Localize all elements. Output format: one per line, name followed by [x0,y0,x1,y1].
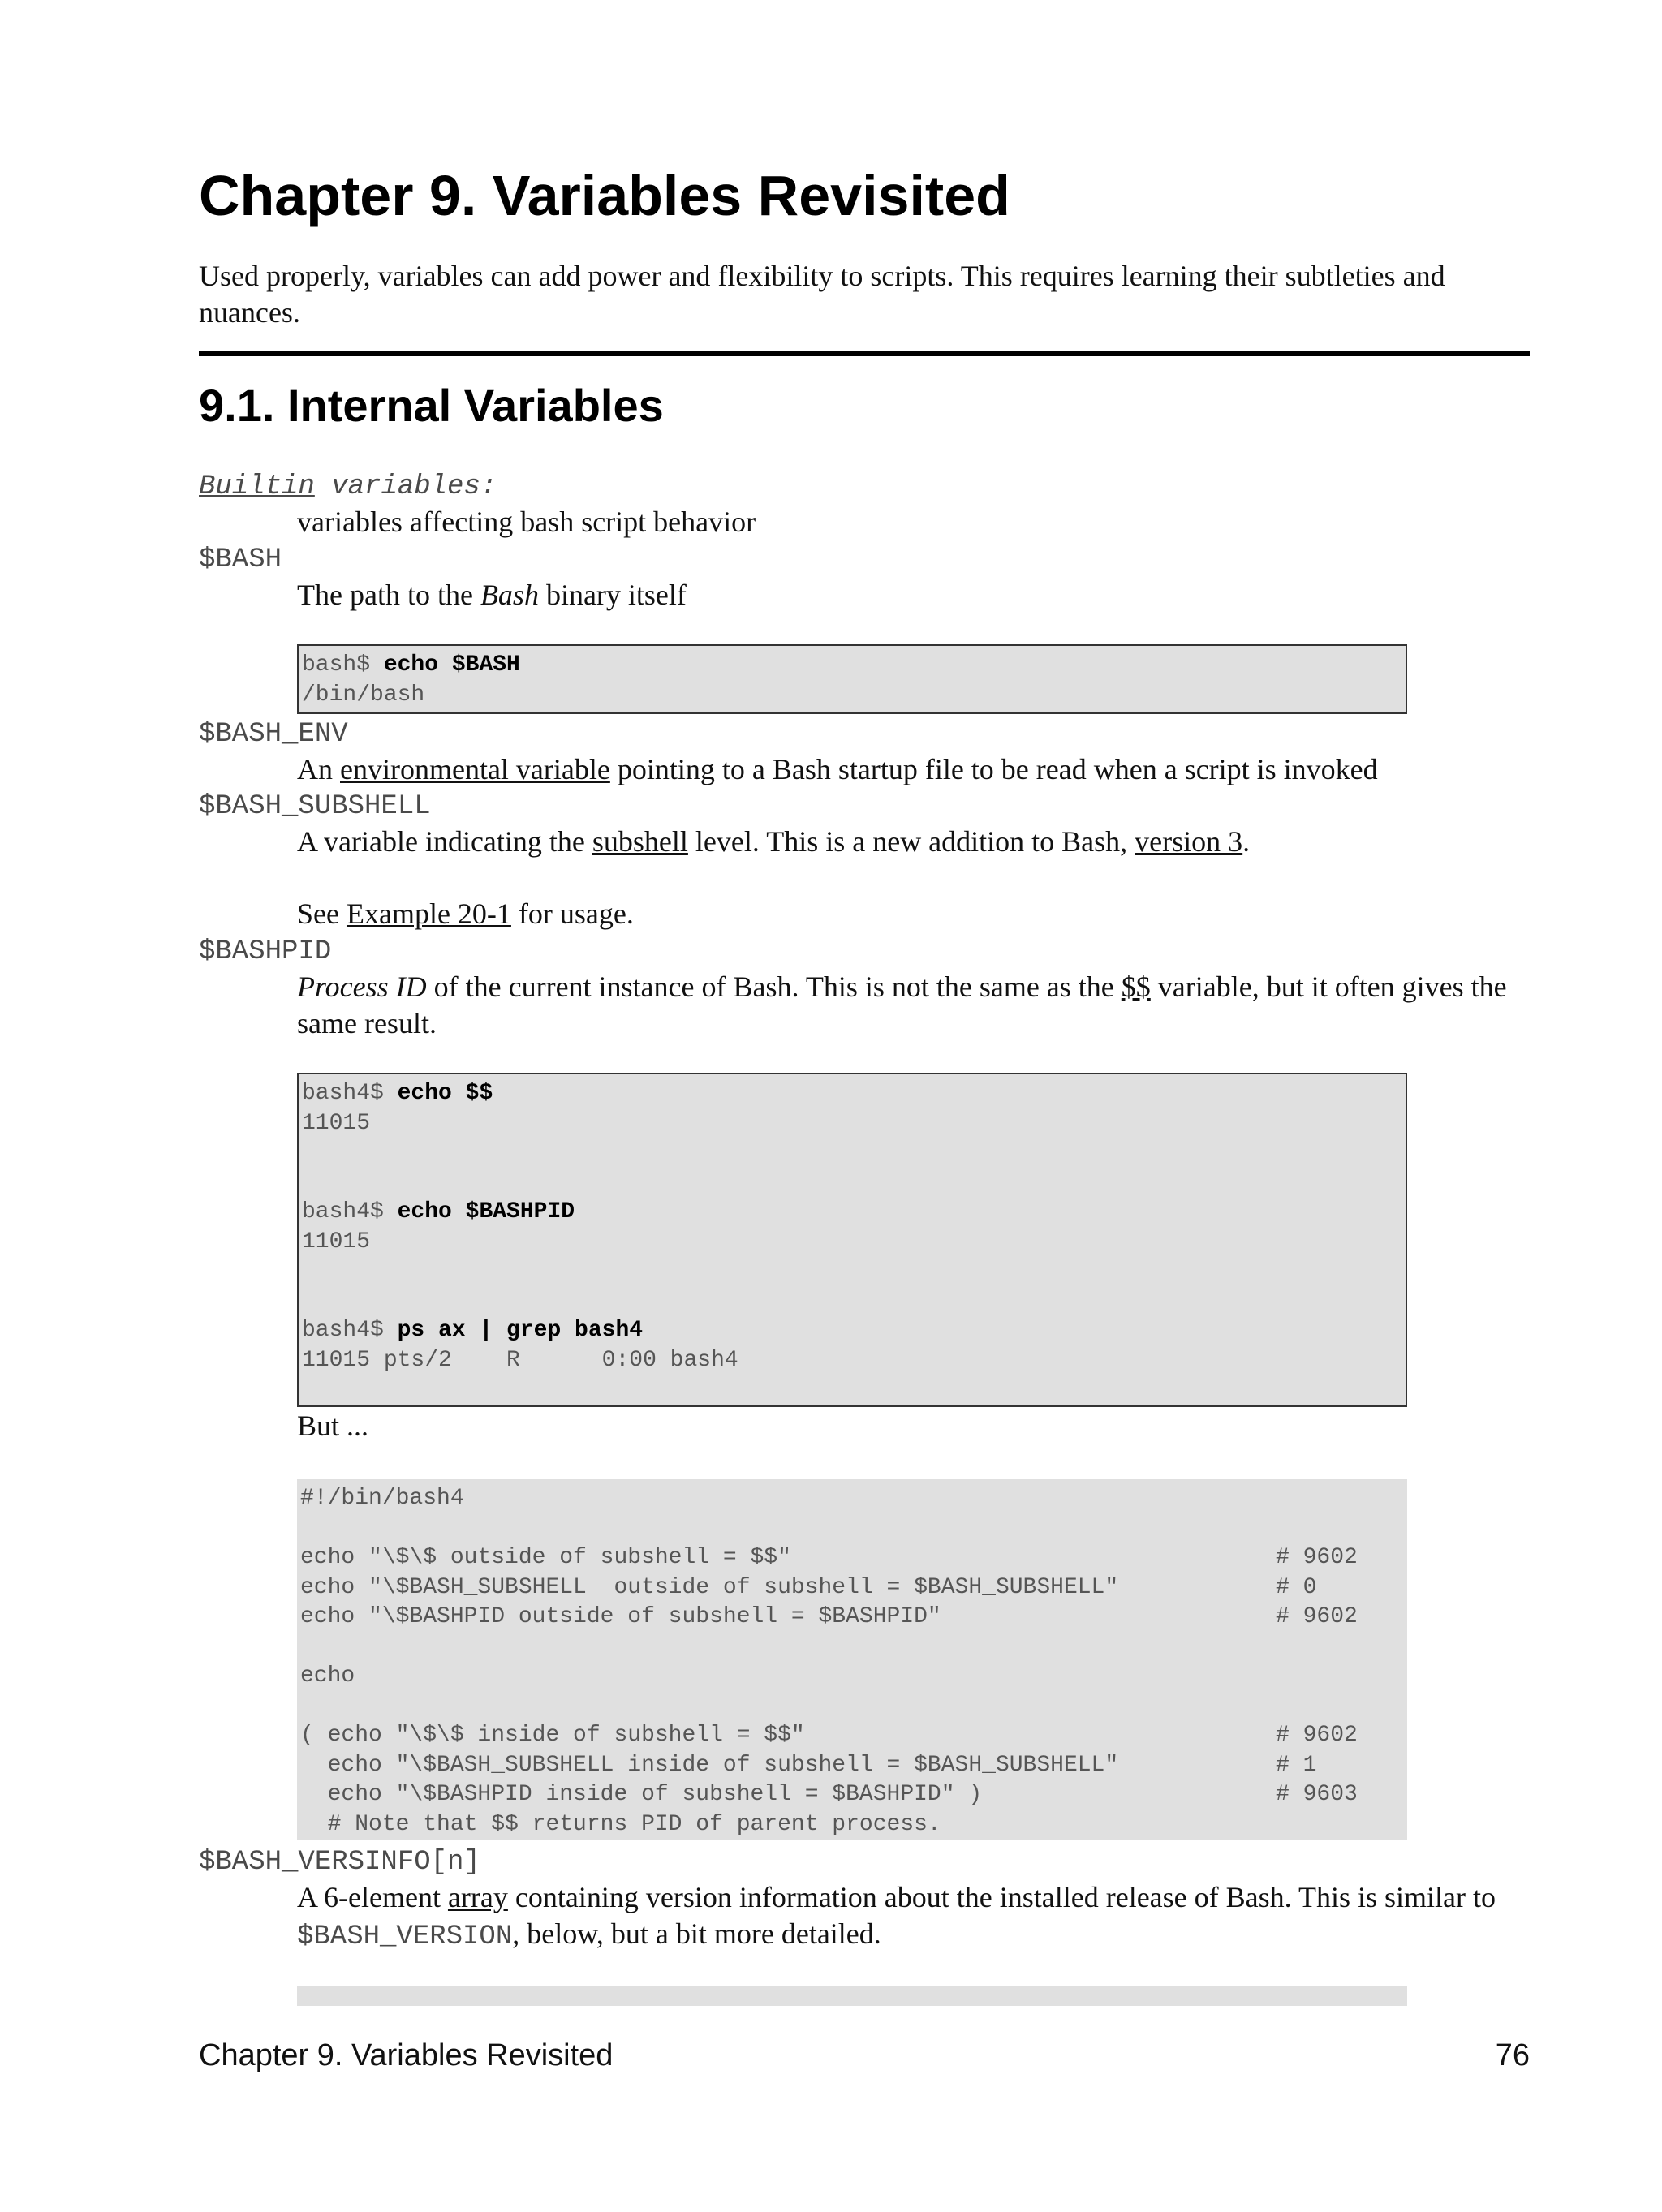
bashpid-desc-end: variable, but it often gives the same result. [297,970,1507,1039]
prompt: bash4$ [302,1199,398,1224]
chapter-intro: Used properly, variables can add power and flexibility to scripts. This requires learning their subtleties and nuances. [199,260,1445,329]
bash-version-code: $BASH_VERSION [297,1922,513,1952]
program-code: echo "\$BASHPID outside of subshell = $BASHPID" [300,1604,941,1629]
shebang-line: #!/bin/bash4 [300,1486,464,1511]
bash-subshell-description [297,824,1531,860]
program-comment: # 1 [1276,1752,1317,1778]
term-bash-subshell: $BASH_SUBSHELL [199,791,431,822]
program-line [300,1751,1404,1781]
command: echo $BASH [383,652,520,678]
program-code: echo "\$BASHPID inside of subshell = $BASHPID" ) [300,1782,983,1807]
bashpid-description [297,969,1531,1042]
section-divider [199,351,1530,356]
bash-subshell-see-also [297,896,1531,932]
footer-chapter-title: Chapter 9. Variables Revisited [199,2038,614,2072]
section-title: 9.1. Internal Variables [199,380,664,431]
program-line [300,1573,1404,1603]
program-comment: # 0 [1276,1574,1317,1600]
bash-env-desc-text-end: pointing to a Bash startup file to be read when a script is invoked [609,753,1378,785]
bash-versinfo-desc-mid: containing version information about the installed release of Bash. This is similar to [507,1881,1496,1913]
prompt: bash4$ [302,1318,398,1343]
program-comment: # 9602 [1276,1723,1358,1748]
term-builtin-variables [199,469,497,505]
but-text: But ... [297,1409,369,1442]
program-line [300,1543,1404,1573]
prompt: bash4$ [302,1081,398,1106]
bash-desc-emphasis: Bash [480,579,539,611]
program-line [300,1780,1404,1810]
bashpid-desc-text: of the current instance of Bash. This is not the same as the [426,970,1122,1003]
bash-subshell-desc-mid: level. This is a new addition to Bash, [687,825,1135,858]
program-code: echo "\$BASH_SUBSHELL outside of subshell = $BASH_SUBSHELL" [300,1574,1119,1600]
program-line [300,1810,1404,1840]
bash-versinfo-description [297,1879,1531,1956]
bash-subshell-desc-end: . [1242,825,1251,858]
page-footer [199,2035,1530,2076]
bash-env-desc-text: An [297,753,340,785]
program-comment: # 9603 [1276,1782,1358,1807]
see-text-end: for usage. [510,897,634,930]
chapter-title: Chapter 9. Variables Revisited [199,164,1010,227]
array-link[interactable]: array [447,1881,508,1913]
bash-description [297,577,1531,613]
command: ps ax | grep bash4 [397,1318,644,1343]
prompt: bash$ [302,652,384,678]
builtin-link[interactable]: Builtin [199,471,315,502]
program-line [300,1603,1404,1633]
dollar-dollar-link[interactable]: $$ [1121,970,1151,1003]
term-bash-versinfo: $BASH_VERSINFO[n] [199,1847,480,1878]
program-code: echo "\$\$ outside of subshell = $$" [300,1545,791,1570]
environmental-variable-link[interactable]: environmental variable [340,753,610,785]
builtin-description: variables affecting bash script behavior [297,506,756,538]
process-id-emphasis: Process ID [297,970,427,1003]
subshell-link[interactable]: subshell [592,825,688,858]
program-line [300,1692,1404,1722]
bash-env-description [297,751,1531,788]
program-line [300,1721,1404,1751]
program-line [300,1633,1404,1663]
command: echo $BASHPID [397,1199,575,1224]
program-comment: # 9602 [1276,1604,1358,1629]
bash-desc-text-end: binary itself [538,579,687,611]
program-code: ( echo "\$\$ inside of subshell = $$" [300,1723,805,1748]
page-number: 76 [1495,2038,1530,2072]
term-bash-env: $BASH_ENV [199,719,348,750]
output: /bin/bash [302,682,425,708]
term-bashpid: $BASHPID [199,936,332,967]
see-text: See [297,897,347,930]
bashpid-screen-example [297,1073,1407,1407]
bash-screen-example [297,644,1407,714]
bash-subshell-desc-text: A variable indicating the [297,825,592,858]
output: 11015 [302,1110,371,1136]
bashpid-program-listing [297,1479,1407,1840]
program-code: echo "\$BASH_SUBSHELL inside of subshell = $BASH_SUBSHELL" [300,1752,1119,1778]
bash-versinfo-desc-text: A 6-element [297,1881,448,1913]
program-code: # Note that $$ returns PID of parent process. [300,1811,941,1837]
program-code: echo [300,1663,355,1689]
bash-versinfo-desc-end: , below, but a bit more detailed. [512,1917,881,1950]
command: echo $$ [397,1081,493,1106]
builtin-term-rest: variables: [314,471,497,502]
term-bash: $BASH [199,544,282,575]
program-comment: # 9602 [1276,1545,1358,1570]
example-20-1-link[interactable]: Example 20-1 [346,897,511,930]
program-line [300,1662,1404,1692]
bash-versinfo-program-listing [297,1986,1407,2006]
bash-desc-text: The path to the [297,579,480,611]
output: 11015 pts/2 R 0:00 bash4 [302,1347,738,1373]
version-3-link[interactable]: version 3 [1135,825,1243,858]
output: 11015 [302,1229,371,1254]
